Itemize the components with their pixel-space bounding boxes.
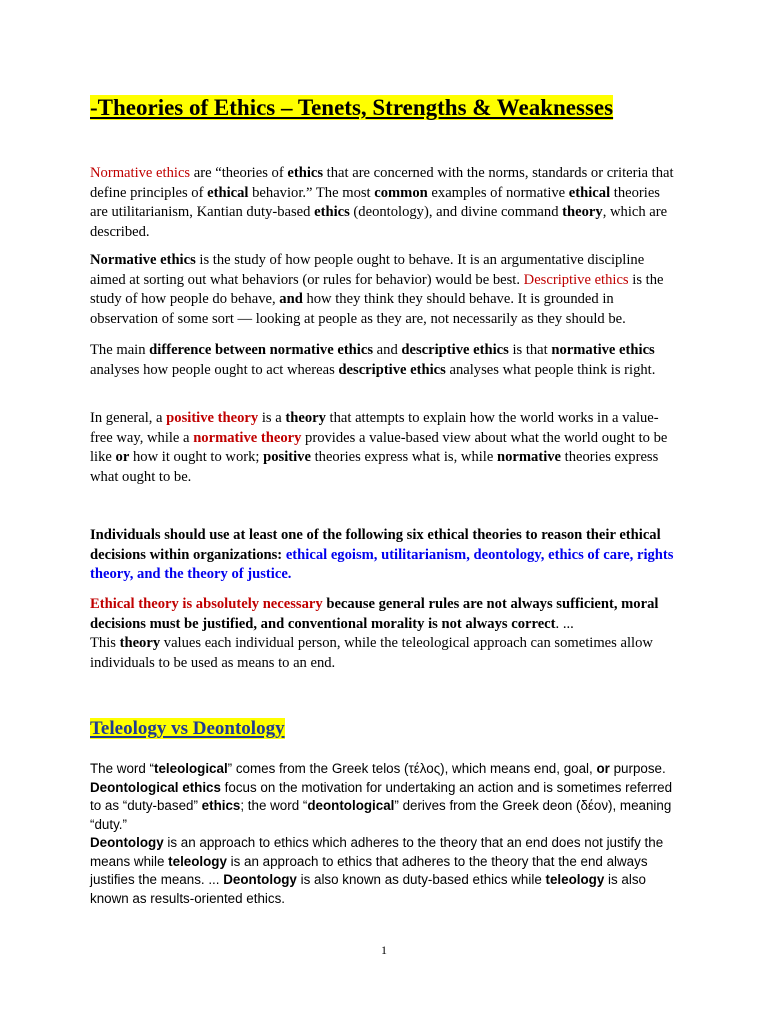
page-number: 1 xyxy=(381,943,387,957)
paragraph-six-theories: Individuals should use at least one of the following six ethical theories to reason their ethical decisions within organizations: ethical egoism, utilitarianism, deontology, ethics of care, rights theory, and the theory of justice. xyxy=(90,527,674,583)
paragraph-ethical-theory-necessary: Ethical theory is absolutely necessary because general rules are not always sufficient, moral decisions must be justified, and conventional morality is not always correct. ... This theory values each individual person, while the teleological approach can sometimes allow individuals to be used as means to an end. xyxy=(90,596,659,671)
section-heading-teleology-vs-deontology: Teleology vs Deontology xyxy=(90,718,285,739)
paragraph-positive-theory: In general, a positive theory is a theory that attempts to explain how the world works in a value-free way, while a normative theory provides a value-based view about what the world ought to be like or how it ought to work; positive theories express what is, while normative theories express what ought to be. xyxy=(90,410,668,485)
paragraph-teleological-word: The word “teleological” comes from the Greek telos (τέλος), which means end, goal, or purpose. Deontological ethics focus on the motivation for undertaking an action and is sometimes referred to as “duty-based” ethics; the word “deontological” derives from the Greek deon (δέον), meaning “duty.” xyxy=(90,761,673,832)
document-title: -Theories of Ethics – Tenets, Strengths & Weaknesses xyxy=(90,95,614,120)
paragraph-deontology-approach: Deontology is an approach to ethics which adheres to the theory that an end does not justify the means while teleology is an approach to ethics that adheres to the theory that the end always justifies the means. ... Deontology is also known as duty-based ethics while teleology is also known as results-oriented ethics. xyxy=(90,835,664,906)
paragraph-normative-definition: Normative ethics are “theories of ethics that are concerned with the norms, standards or criteria that define principles of ethical behavior.” The most common examples of normative ethical theories are utilitarianism, Kantian duty-based ethics (deontology), and divine command theory, which are described. xyxy=(90,165,674,240)
paragraph-main-difference: The main difference between normative ethics and descriptive ethics is that normative ethics analyses how people ought to act whereas descriptive ethics analyses what people think is right. xyxy=(90,342,656,378)
paragraph-normative-vs-descriptive: Normative ethics is the study of how people ought to behave. It is an argumentative discipline aimed at sorting out what behaviors (or rules for behavior) would be best. Descriptive ethics is the study of how people do behave, and how they think they should behave. It is grounded in observation of some sort — looking at people as they are, not necessarily as they should be. xyxy=(90,252,664,327)
